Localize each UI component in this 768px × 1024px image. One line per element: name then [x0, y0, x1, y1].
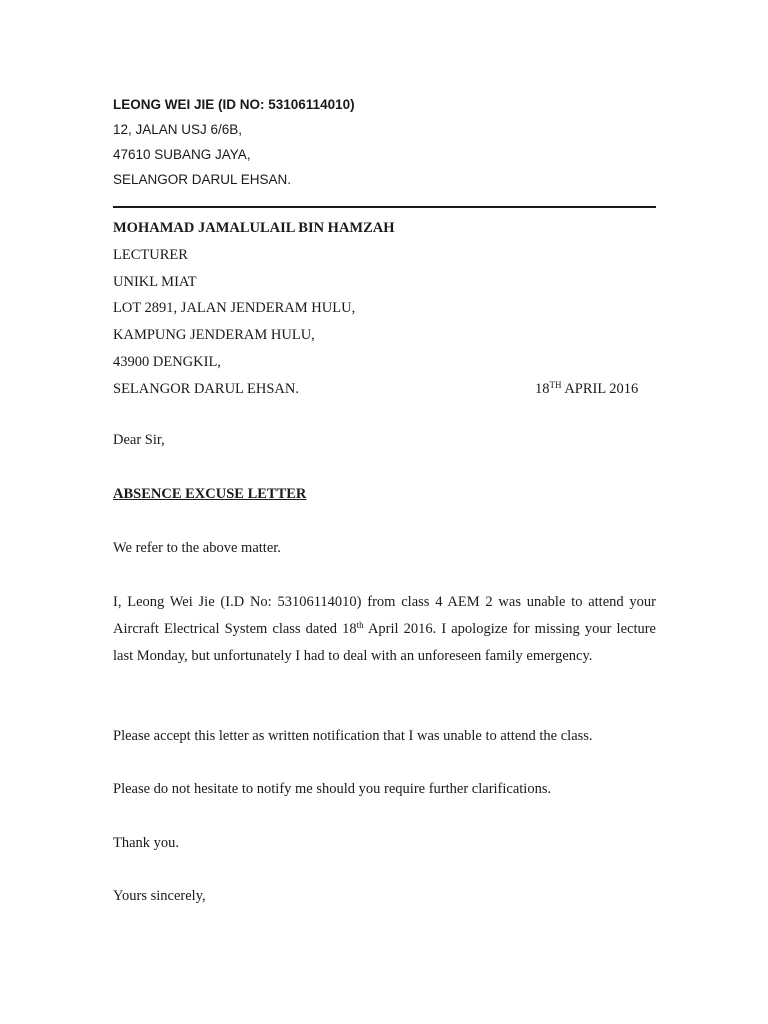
- body-paragraph-3: Please accept this letter as written notification that I was unable to attend the class.: [113, 728, 593, 744]
- sender-block: [113, 92, 355, 192]
- body-paragraph-4: Please do not hesitate to notify me should you require further clarifications.: [113, 781, 552, 797]
- recipient-last-line-row: [113, 376, 656, 403]
- date-month-year: APRIL 2016: [561, 380, 639, 397]
- body-paragraph-1: We refer to the above matter.: [113, 540, 281, 556]
- body-paragraph-5: Thank you.: [113, 835, 180, 851]
- recipient-name: MOHAMAD JAMALULAIL BIN HAMZAH: [113, 220, 395, 236]
- recipient-line-3: LOT 2891, JALAN JENDERAM HULU,: [113, 300, 356, 317]
- date-day: 18: [535, 380, 550, 397]
- recipient-line-5: 43900 DENGKIL,: [113, 353, 221, 370]
- recipient-line-2: UNIKL MIAT: [113, 273, 197, 290]
- body-paragraph-2-part-2: April 2016. I apologize for missing your lecture last Monday, but unfortunately I had to deal with an unforeseen family emergency.: [113, 621, 656, 664]
- recipient-line-6: SELANGOR DARUL EHSAN.: [113, 380, 299, 397]
- closing: Yours sincerely,: [113, 888, 206, 904]
- letter-date: [535, 376, 638, 403]
- salutation: Dear Sir,: [113, 432, 165, 448]
- subject-heading: ABSENCE EXCUSE LETTER: [113, 486, 307, 502]
- recipient-block: [113, 215, 656, 403]
- sender-address-line-2: 47610 SUBANG JAYA,: [113, 147, 251, 162]
- recipient-line-4: KAMPUNG JENDERAM HULU,: [113, 327, 315, 344]
- date-suffix: TH: [549, 379, 562, 390]
- body-paragraph-2: [113, 589, 656, 670]
- sender-name: LEONG WEI JIE (ID NO: 53106114010): [113, 97, 355, 112]
- body-paragraph-2-part-1: I, Leong Wei Jie (I.D No: 53106114010) from class 4 AEM 2 was unable to attend your Aircraft Electrical System class dated 18: [113, 594, 656, 637]
- header-divider: [113, 206, 656, 208]
- sender-address-line-1: 12, JALAN USJ 6/6B,: [113, 122, 243, 137]
- body-paragraph-2-superscript: th: [356, 620, 364, 630]
- sender-address-line-3: SELANGOR DARUL EHSAN.: [113, 172, 292, 187]
- recipient-line-1: LECTURER: [113, 246, 188, 263]
